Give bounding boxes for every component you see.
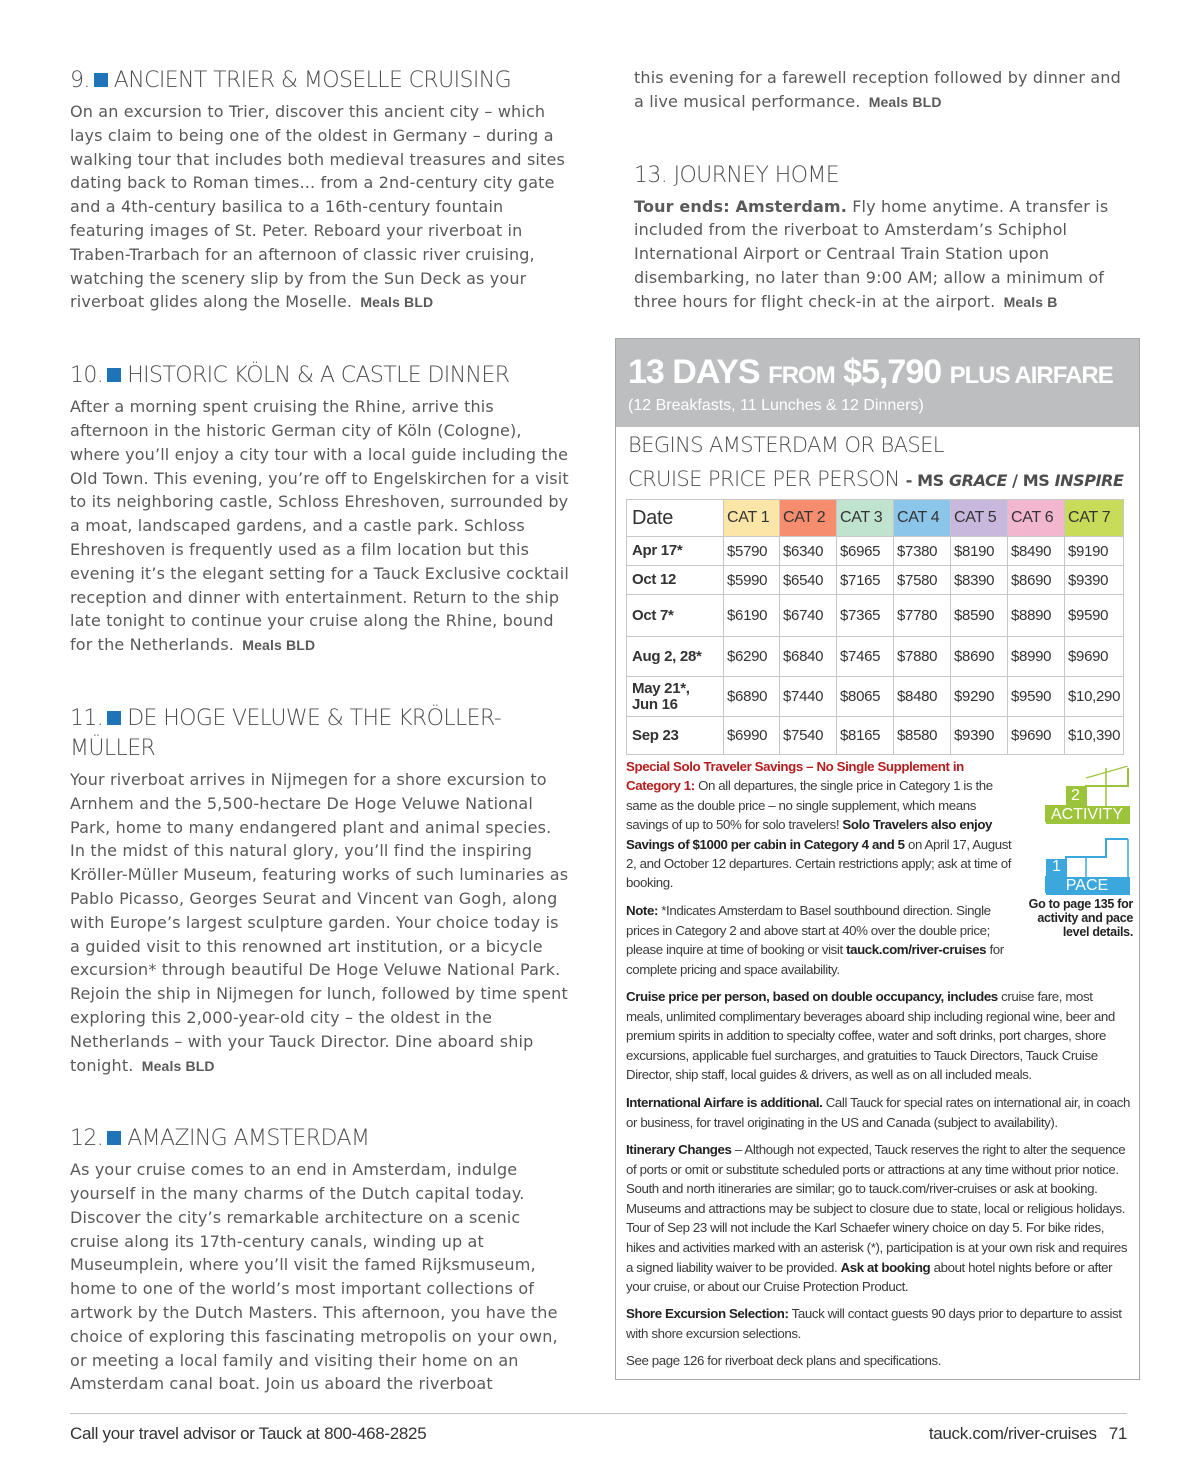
- day-12-continuation: [634, 66, 1124, 115]
- price-amount: $5,790: [843, 353, 942, 391]
- price-cell: $8690: [1008, 566, 1065, 595]
- category-header: CAT 2: [780, 500, 837, 537]
- left-column: [70, 66, 570, 1396]
- departure-date: [627, 595, 724, 637]
- category-header: CAT 3: [837, 500, 894, 537]
- price-cell: $6190: [724, 595, 780, 637]
- price-cell: $8065: [837, 677, 894, 717]
- category-header: CAT 1: [724, 500, 780, 537]
- day-10-section: [70, 361, 570, 658]
- day-10-title: HISTORIC KÖLN & A CASTLE DINNER: [127, 363, 510, 389]
- price-plus-airfare: PLUS AIRFARE: [949, 362, 1113, 389]
- category-header: CAT 7: [1065, 500, 1124, 537]
- day-11-body: [70, 768, 570, 1078]
- ship-names: [906, 471, 1124, 490]
- price-table: [626, 499, 1124, 755]
- airfare-block: [626, 1093, 1131, 1132]
- activity-level: 2: [1071, 787, 1080, 804]
- price-cell: $8580: [894, 717, 951, 755]
- price-cell: $7380: [894, 537, 951, 566]
- day-12-text: As your cruise comes to an end in Amsterdam, indulge yourself in the many charms of the Dutch capital today. Discover the city’s remarkable architecture on a scenic cruise along its 17th-century canals, winding up at Museumplein, where you’ll visit the famed Rijksmuseum, home to one of the world’s most important collections of artwork by the Dutch Masters. This afternoon, you have the choice of exploring this fascinating metropolis on your own, or meeting a local family and visiting their home on an Amsterdam canal boat. Join us aboard the riverboat: [70, 1160, 558, 1394]
- price-cell: $7440: [780, 677, 837, 717]
- category-header: CAT 6: [1008, 500, 1065, 537]
- price-cell: $7780: [894, 595, 951, 637]
- date-line: Sep 23: [632, 726, 679, 744]
- price-cell: $5790: [724, 537, 780, 566]
- departure-date: [627, 537, 724, 566]
- cruise-price-label: CRUISE PRICE PER PERSON: [628, 467, 900, 491]
- day-12-title: AMAZING AMSTERDAM: [127, 1126, 370, 1152]
- day-10-meals: Meals BLD: [242, 637, 316, 654]
- price-cell: $10,290: [1065, 677, 1124, 717]
- itinerary-label: Itinerary Changes: [626, 1142, 732, 1157]
- price-days: 13 DAYS: [628, 353, 760, 391]
- category-header: CAT 4: [894, 500, 951, 537]
- footer-website[interactable]: tauck.com/river-cruises: [928, 1424, 1097, 1443]
- price-cell: $6840: [780, 637, 837, 677]
- departure-date: [627, 566, 724, 595]
- cruise-price-line: [628, 467, 1139, 491]
- website-link[interactable]: tauck.com/river-cruises: [846, 942, 987, 958]
- date-line: Apr 17*: [632, 542, 683, 559]
- price-cell: $8490: [1008, 537, 1065, 566]
- departure-date: [627, 637, 724, 677]
- price-cell: $9590: [1065, 595, 1124, 637]
- square-bullet-icon: [107, 1131, 121, 1145]
- price-row: [627, 595, 1124, 637]
- day-10-text: After a morning spent cruising the Rhine, arrive this afternoon in the historic German city of Köln (Cologne), where you’ll enjoy a city tour with a local guide including the Old Town. This evening, you’re off to Engelskirchen for a visit to its neighboring castle, Schloss Ehreshoven, surrounded by a moat, landscaped gardens, and a castle park. Schloss Ehreshoven is frequently used as a film location but this evening it’s the elegant setting for a Tauck Exclusive cocktail reception and dinner with entertainment. Return to the ship late tonight to continue your cruise along the Rhine, bound for the Netherlands.: [70, 397, 569, 655]
- square-bullet-icon: [94, 73, 108, 87]
- price-cell: $9390: [1065, 566, 1124, 595]
- day-13-text: Fly home anytime. A transfer is included from the riverboat to Amsterdam’s Schiphol International Airport or Centraal Train Station upon disembarking, no later than 9:00 AM; allow a minimum of three hours for flight check-in at the airport.: [634, 196, 1109, 311]
- price-from: FROM: [768, 362, 835, 389]
- price-meals-line: (12 Breakfasts, 11 Lunches & 12 Dinners): [628, 397, 924, 414]
- itinerary-changes-block: [626, 1140, 1131, 1297]
- right-column: [634, 66, 1124, 315]
- date-line: Oct 7*: [632, 606, 674, 624]
- price-title: [628, 353, 1139, 395]
- day-9-number: 9.: [70, 68, 90, 93]
- day-10-number: 10.: [70, 363, 104, 389]
- price-cell: $6340: [780, 537, 837, 566]
- shore-excursion-block: [626, 1304, 1131, 1343]
- date-line: May 21*,: [632, 679, 690, 697]
- price-cell: $6990: [724, 717, 780, 755]
- day-12-heading: [70, 1124, 570, 1154]
- departure-date: [627, 677, 724, 717]
- day-9-heading: [70, 66, 570, 96]
- ship-prefix: - MS: [905, 471, 944, 490]
- price-cell: $6965: [837, 537, 894, 566]
- price-cell: $7165: [837, 566, 894, 595]
- day-10-heading: [70, 361, 570, 391]
- solo-bold: Solo Travelers also enjoy Savings of $1000 per cabin in Category 4 and 5: [626, 817, 993, 852]
- price-cell: $9290: [951, 677, 1008, 717]
- footer-divider: [70, 1413, 1127, 1414]
- go-to-page-note: Go to page 135 for activity and pace level details.: [1028, 897, 1133, 939]
- pace-level: 1: [1052, 858, 1061, 875]
- price-cell: $8690: [951, 637, 1008, 677]
- day-11-heading: [70, 704, 570, 764]
- price-cell: $6740: [780, 595, 837, 637]
- price-table-body: [627, 537, 1124, 755]
- price-box-header: [616, 339, 1139, 427]
- price-row: [627, 566, 1124, 595]
- price-cell: $9690: [1065, 637, 1124, 677]
- category-header: CAT 5: [951, 500, 1008, 537]
- note-text-1: *Indicates Amsterdam to Basel southbound direction. Single prices in Category 2 and above start at 40% over the double price; please inquire at time of booking or visit: [626, 903, 991, 958]
- price-table-header: [627, 500, 1124, 537]
- price-cell: $5990: [724, 566, 780, 595]
- day-11-text: Your riverboat arrives in Nijmegen for a shore excursion to Arnhem and the 5,500-hectare De Hoge Veluwe National Park, home to many endangered plant and animal species. In the midst of this natural glory, you’ll find the inspiring Kröller-Müller Museum, featuring works of such luminaries as Pablo Picasso, Georges Seurat and Vincent van Gogh, along with Europe’s largest sculpture garden. Your choice today is a guided visit to this renowned art institution, or a bicycle excursion* through beautiful De Hoge Veluwe National Park. Rejoin the ship in Nijmegen for lunch, followed by time spent exploring this 2,000-year-old city – the oldest in the Netherlands – with your Tauck Director. Dine aboard ship tonight.: [70, 769, 569, 1075]
- solo-traveler-note: [626, 757, 1021, 893]
- shore-label: Shore Excursion Selection:: [626, 1306, 789, 1321]
- square-bullet-icon: [107, 711, 121, 725]
- price-cell: $9390: [951, 717, 1008, 755]
- day-9-meals: Meals BLD: [360, 294, 434, 311]
- shore-text: Tauck will contact guests 90 days prior to departure to assist with shore excursion selections.: [626, 1306, 1122, 1341]
- date-column-header: Date: [627, 500, 724, 537]
- price-cell: $8165: [837, 717, 894, 755]
- price-row: [627, 677, 1124, 717]
- solo-text-1: On all departures, the single price in Category 1 is the same as the double price – no single supplement, which means savings of up to 50% for solo travelers!: [626, 778, 993, 833]
- date-line: Aug 2, 28*: [632, 647, 702, 665]
- day-9-title: ANCIENT TRIER & MOSELLE CRUISING: [113, 68, 512, 93]
- price-cell: $6540: [780, 566, 837, 595]
- day-13-meals: Meals B: [1003, 293, 1058, 310]
- note-label: Note:: [626, 903, 658, 918]
- price-cell: $8190: [951, 537, 1008, 566]
- price-cell: $8390: [951, 566, 1008, 595]
- day-11-meals: Meals BLD: [141, 1057, 215, 1074]
- includes-block: [626, 987, 1131, 1085]
- itinerary-text-2: about hotel nights before or after your cruise, or about our Cruise Protection Product.: [626, 1259, 1113, 1295]
- note-block: [626, 901, 1021, 979]
- price-cell: $6290: [724, 637, 780, 677]
- day-9-section: [70, 66, 570, 315]
- price-row: [627, 537, 1124, 566]
- price-cell: $9690: [1008, 717, 1065, 755]
- day-13-lead: Tour ends: Amsterdam.: [634, 196, 847, 216]
- day-12-section: [70, 1124, 570, 1396]
- price-cell: $10,390: [1065, 717, 1124, 755]
- price-cell: $8990: [1008, 637, 1065, 677]
- note-text-2: for complete pricing and space availability.: [626, 942, 1004, 977]
- itinerary-text: – Although not expected, Tauck reserves the right to alter the sequence of ports or omit or substitute scheduled ports or attractions at any time without prior notice. South and north itineraries are similar; go to tauck.com/river-cruises or ask at booking. Museums and attractions may be subject to closure due to state, local or religious holidays. Tour of Sep 23 will not include the Karl Schaefer winery choice on day 5. For bike rides, hikes and activities marked with an asterisk (*), participation is at your own risk and requires a signed liability waiver to be provided.: [626, 1142, 1128, 1275]
- continuation-text: this evening for a farewell reception followed by dinner and a live musical performance.: [634, 68, 1121, 111]
- pace-badge: [1044, 837, 1130, 895]
- day-12-number: 12.: [70, 1126, 104, 1152]
- price-cell: $7880: [894, 637, 951, 677]
- price-cell: $6890: [724, 677, 780, 717]
- day-13-title: 13. JOURNEY HOME: [634, 162, 840, 188]
- date-line-2: Jun 16: [632, 695, 678, 713]
- day-11-number: 11.: [70, 705, 104, 731]
- departure-date: [627, 717, 724, 755]
- pace-label: PACE: [1065, 877, 1109, 894]
- ship-separator: / MS: [1012, 471, 1050, 490]
- airfare-label: International Airfare is additional.: [626, 1095, 823, 1110]
- day-9-text: On an excursion to Trier, discover this ancient city – which lays claim to being one of the oldest in Germany – during a walking tour that includes both medieval treasures and sites dating back to Roman times... from a 2nd-century city gate and a 4th-century basilica to a 16th-century fountain featuring images of St. Peter. Reboard your riverboat in Traben-Trarbach for an afternoon of classic river cruising, watching the scenery slip by from the Sun Deck as your riverboat glides along the Moselle.: [70, 102, 565, 312]
- price-cell: $7465: [837, 637, 894, 677]
- ask-at-booking: Ask at booking: [840, 1259, 931, 1275]
- activity-label: ACTIVITY: [1050, 806, 1123, 823]
- price-cell: $9190: [1065, 537, 1124, 566]
- day-10-body: [70, 395, 570, 658]
- date-line: Oct 12: [632, 571, 677, 588]
- price-row: [627, 637, 1124, 677]
- footer-right: [929, 1424, 1127, 1444]
- price-cell: $7580: [894, 566, 951, 595]
- price-cell: $7365: [837, 595, 894, 637]
- page-number: 71: [1108, 1424, 1127, 1443]
- price-box: [615, 338, 1140, 1380]
- begins-line: BEGINS AMSTERDAM OR BASEL: [628, 433, 944, 457]
- day-12-body: [70, 1158, 570, 1396]
- ship-grace: GRACE: [948, 471, 1007, 490]
- price-cell: $8890: [1008, 595, 1065, 637]
- ship-inspire: INSPIRE: [1054, 471, 1124, 490]
- deck-plans-note: See page 126 for riverboat deck plans and specifications.: [626, 1353, 942, 1368]
- day-13-body: [634, 195, 1124, 315]
- day-11-title: DE HOGE VELUWE & THE KRÖLLER-MÜLLER: [70, 705, 502, 761]
- solo-text-2: on April 17, August 2, and October 12 departures. Certain restrictions apply; ask at time of booking.: [626, 836, 1012, 891]
- price-cell: $8480: [894, 677, 951, 717]
- price-cell: $7540: [780, 717, 837, 755]
- airfare-text: Call Tauck for special rates on international air, in coach or business, for travel originating in the US and Canada (subject to availability).: [626, 1095, 1131, 1130]
- price-cell: $8590: [951, 595, 1008, 637]
- day-9-body: [70, 100, 570, 315]
- includes-label: Cruise price per person, based on double occupancy, includes: [626, 989, 998, 1004]
- square-bullet-icon: [107, 368, 121, 382]
- includes-text: cruise fare, most meals, unlimited complimentary beverages aboard ship including regional wine, beer and premium spirits in addition to specialty coffee, water and soft drinks, port charges, shore excursions, applicable fuel surcharges, and gratuities to Tauck Directors, Tauck Cruise Director, ship staff, local guides & drivers, as well as on all included meals.: [626, 989, 1115, 1083]
- continuation-meals: Meals BLD: [868, 93, 942, 110]
- price-row: [627, 717, 1124, 755]
- solo-heading: Special Solo Traveler Savings – No Single Supplement in Category 1:: [626, 759, 964, 794]
- activity-badge: [1044, 766, 1130, 824]
- footer-contact: Call your travel advisor or Tauck at 800-468-2825: [70, 1424, 427, 1443]
- price-cell: $9590: [1008, 677, 1065, 717]
- day-11-section: [70, 704, 570, 1078]
